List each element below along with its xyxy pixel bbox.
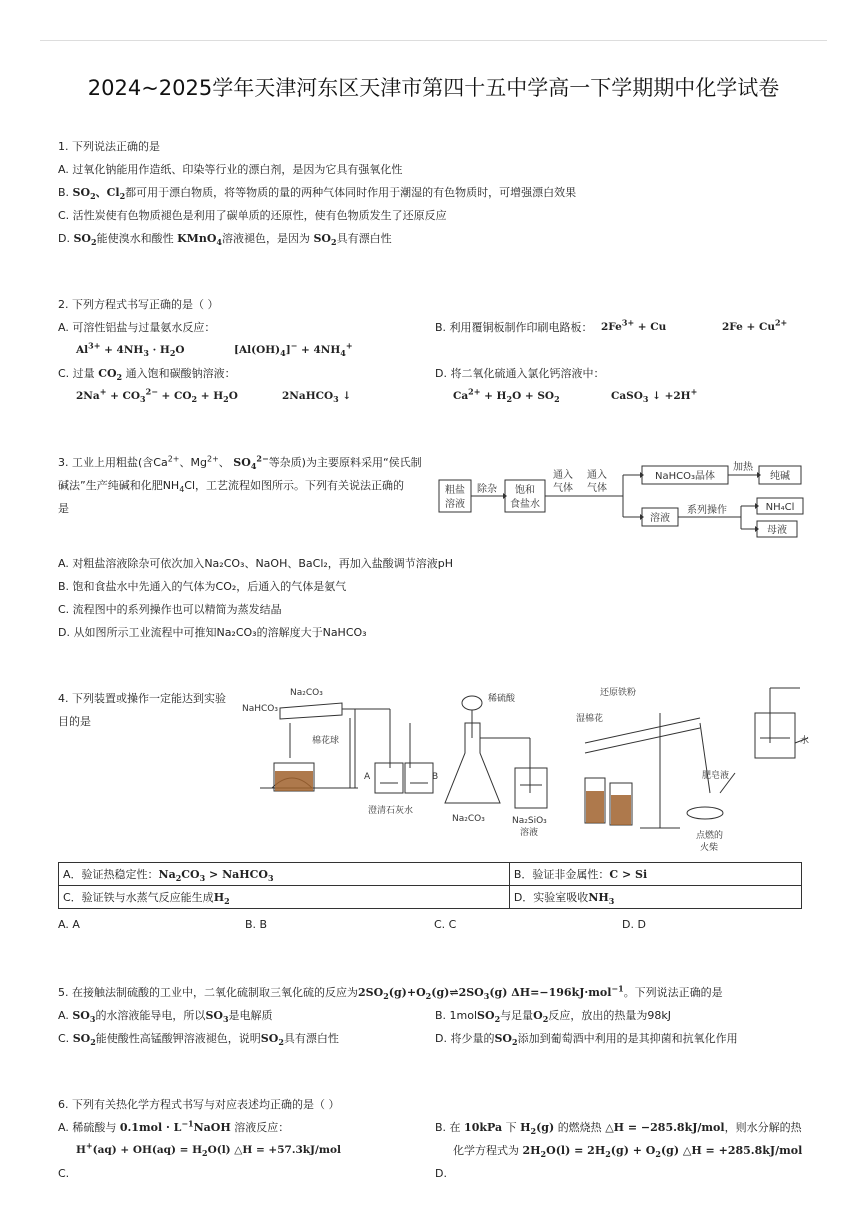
q5-option-a: A. $SO_3$的水溶液能导电，所以$SO_3$是电解质 (58, 1009, 273, 1025)
label-na2sio3-solution: 溶液 (520, 828, 539, 838)
q6-option-b-line2: 化学方程式为 $2H_2O(l) = 2H_2(g) + O_2(g)$ △H = +285.8kJ/mol (453, 1144, 803, 1160)
q6-option-b: B. 在 10kPa 下 $H_2(g)$ 的燃烧热 △H = −285.8kJ/mol，则水分解的热 (435, 1121, 802, 1137)
q1-option-c: C. 活性炭使有色物质褪色是利用了碳单质的还原性，使有色物质发生了还原反应 (58, 209, 447, 222)
header-rule (40, 40, 827, 41)
lamp-c2-fill (611, 795, 631, 825)
q2-b-reactants: $2Fe^{3+} + Cu$ (601, 317, 667, 333)
q4-stem-line1: 4. 下列装置或操作一定能达到实验 (58, 692, 226, 705)
q4-option-c: C．验证铁与水蒸气反应能生成$H_2$ (59, 886, 510, 909)
q4-option-a: A．验证热稳定性：$Na_2CO_3$ > NaHCO$_3$ (59, 863, 510, 886)
flow-box3-text: NaHCO₃晶体 (655, 471, 715, 482)
label-water: 水 (800, 736, 810, 746)
flow-step2-line2: 气体 (553, 483, 573, 494)
flow-step2-line1: 通入 (553, 470, 573, 481)
q6-a-equation: $H^+(aq) + OH(aq) = H_2O(l)$ △H = +57.3kJ/mol (76, 1140, 341, 1159)
q3-stem-line2: 碱法”生产纯碱和化肥$NH_4Cl$，工艺流程如图所示。下列有关说法正确的 (58, 479, 405, 495)
q4-apparatus-figure (240, 683, 820, 858)
q5-option-d: D. 将少量的$SO_2$添加到葡萄酒中利用的是其抑菌和抗氧化作用 (435, 1032, 738, 1048)
q2-d-reactants: $Ca^{2+} + H_2O + SO_2$ (453, 386, 560, 405)
q2-b-products: $2Fe + Cu^{2+}$ (722, 317, 788, 333)
q4-answer-d: D. D (622, 918, 646, 931)
q4-option-d: D．实验室吸收$NH_3$ (509, 886, 801, 909)
q4-answer-b: B. B (245, 918, 268, 931)
q2-option-b: B. 利用覆铜板制作印刷电路板： (435, 321, 593, 334)
label-iron-powder: 还原铁粉 (600, 688, 637, 698)
label-match: 火柴 (700, 843, 719, 853)
q4-option-b: B．验证非金属性：C > Si (509, 863, 801, 886)
q4-answer-a: A. A (58, 918, 80, 931)
label-lit-match: 点燃的 (696, 831, 724, 841)
flow-box6-text: NH₄Cl (765, 502, 795, 513)
label-dilute-h2so4: 稀硫酸 (488, 694, 516, 704)
q1-option-b: B. $SO_2$、$Cl_2$都可用于漂白物质，将等物质的量的两种气体同时作用于潮湿的有色物质时，可增强漂白效果 (58, 186, 577, 202)
flow-step-series: 系列操作 (687, 505, 727, 516)
q2-option-d: D. 将二氧化硫通入氯化钙溶液中： (435, 367, 605, 380)
label-b: B (432, 772, 439, 782)
q3-option-c: C. 流程图中的系列操作也可以精简为蒸发结晶 (58, 603, 282, 616)
label-soap-solution: 肥皂液 (702, 771, 730, 781)
q2-option-c: C. 过量 $CO_2$ 通入饱和碳酸钠溶液： (58, 367, 236, 383)
flow-step3-line2: 气体 (587, 483, 607, 494)
q1-option-d: D. $SO_2$能使溴水和酸性 KMnO$_4$溶液褪色，是因为 $SO_2$具有漂白性 (58, 232, 392, 248)
q6-option-d: D. (435, 1167, 447, 1180)
q3-process-flowchart (437, 458, 807, 544)
q3-option-a: A. 对粗盐溶液除杂可依次加入Na₂CO₃、NaOH、BaCl₂，再加入盐酸调节溶液pH (58, 557, 454, 570)
lamp-c1-fill (586, 791, 604, 823)
q4-answer-c: C. C (434, 918, 457, 931)
q2-d-products: CaSO$_3$ ↓ +2H+ (611, 386, 698, 405)
flow-box1-line2: 溶液 (445, 499, 465, 510)
page-title: 2024~2025学年天津河东区天津市第四十五中学高一下学期期中化学试卷 (87, 76, 780, 100)
label-na2co3: Na₂CO₃ (290, 688, 323, 698)
label-limewater: 澄清石灰水 (368, 806, 414, 816)
flow-box1-line1: 粗盐 (445, 485, 465, 496)
q2-c-reactants: $2Na^+ + CO_3^{2-} + CO_2 + H_2O$ (76, 386, 238, 405)
label-na2co3-flask: Na₂CO₃ (452, 814, 485, 824)
flow-box7-text: 母液 (767, 525, 787, 536)
q6-option-c: C. (58, 1167, 70, 1180)
q5-stem: 5. 在接触法制硫酸的工业中，二氧化硫制取三氧化硫的反应为$2SO_2(g)+O_2(g)\rightleftharpoons 2SO_3(g)$ ΔH=−196kJ·mol$^{-1}$。下列说法正确的是 (58, 983, 723, 1002)
q2-stem: 2. 下列方程式书写正确的是（ ） (58, 298, 219, 311)
q3-stem-line1: 3. 工业上用粗盐(含$Ca^{2+}$、$Mg^{2+}$、 $SO_4^{2-}$等杂质)为主要原料采用“侯氏制 (58, 453, 422, 472)
label-na2sio3: Na₂SiO₃ (512, 816, 547, 826)
flow-step-heat: 加热 (733, 462, 753, 473)
q5-option-c: C. $SO_2$能使酸性高锰酸钾溶液褪色，说明$SO_2$具有漂白性 (58, 1032, 339, 1048)
flow-box5-text: 溶液 (650, 513, 670, 524)
q6-option-a: A. 稀硫酸与 $0.1mol \cdot L^{-1}NaOH$ 溶液反应： (58, 1118, 290, 1134)
lamp-a-fill (275, 771, 313, 791)
q5-option-b: B. 1molSO$_2$与足量$O_2$反应，放出的热量为98kJ (435, 1009, 671, 1025)
q3-option-b: B. 饱和食盐水中先通入的气体为CO₂，后通入的气体是氨气 (58, 580, 347, 593)
label-nahco3: NaHCO₃ (242, 704, 278, 714)
label-cotton: 棉花球 (312, 736, 340, 746)
flow-box2-line1: 饱和 (515, 485, 535, 496)
q4-options-table (58, 862, 802, 909)
label-wet-cotton: 湿棉花 (576, 714, 604, 724)
label-a: A (364, 772, 371, 782)
q2-a-reactants: $Al^{3+} + 4NH_3 \cdot H_2O$ (76, 340, 185, 359)
q3-option-d: D. 从如图所示工业流程中可推知Na₂CO₃的溶解度大于NaHCO₃ (58, 626, 367, 639)
flow-step-remove-impurities: 除杂 (477, 484, 497, 495)
q2-option-a: A. 可溶性铝盐与过量氨水反应： (58, 321, 216, 334)
q1-stem: 1. 下列说法正确的是 (58, 140, 160, 153)
flow-step3-line1: 通入 (587, 470, 607, 481)
q2-c-products: 2NaHCO$_3$ ↓ (282, 390, 352, 405)
q3-stem-line3: 是 (58, 502, 69, 515)
apparatus-d (755, 688, 808, 758)
q6-stem: 6. 下列有关热化学方程式书写与对应表述均正确的是（ ） (58, 1098, 340, 1111)
apparatus-b (445, 696, 547, 808)
q1-option-a: A. 过氧化钠能用作造纸、印染等行业的漂白剂，是因为它具有强氧化性 (58, 163, 403, 176)
q2-a-products: $[Al(OH)_4]^- + 4NH_4^+$ (234, 340, 353, 359)
flow-box4-text: 纯碱 (770, 471, 790, 482)
flow-box2-line2: 食盐水 (510, 499, 540, 510)
q4-stem-line2: 目的是 (58, 715, 91, 728)
